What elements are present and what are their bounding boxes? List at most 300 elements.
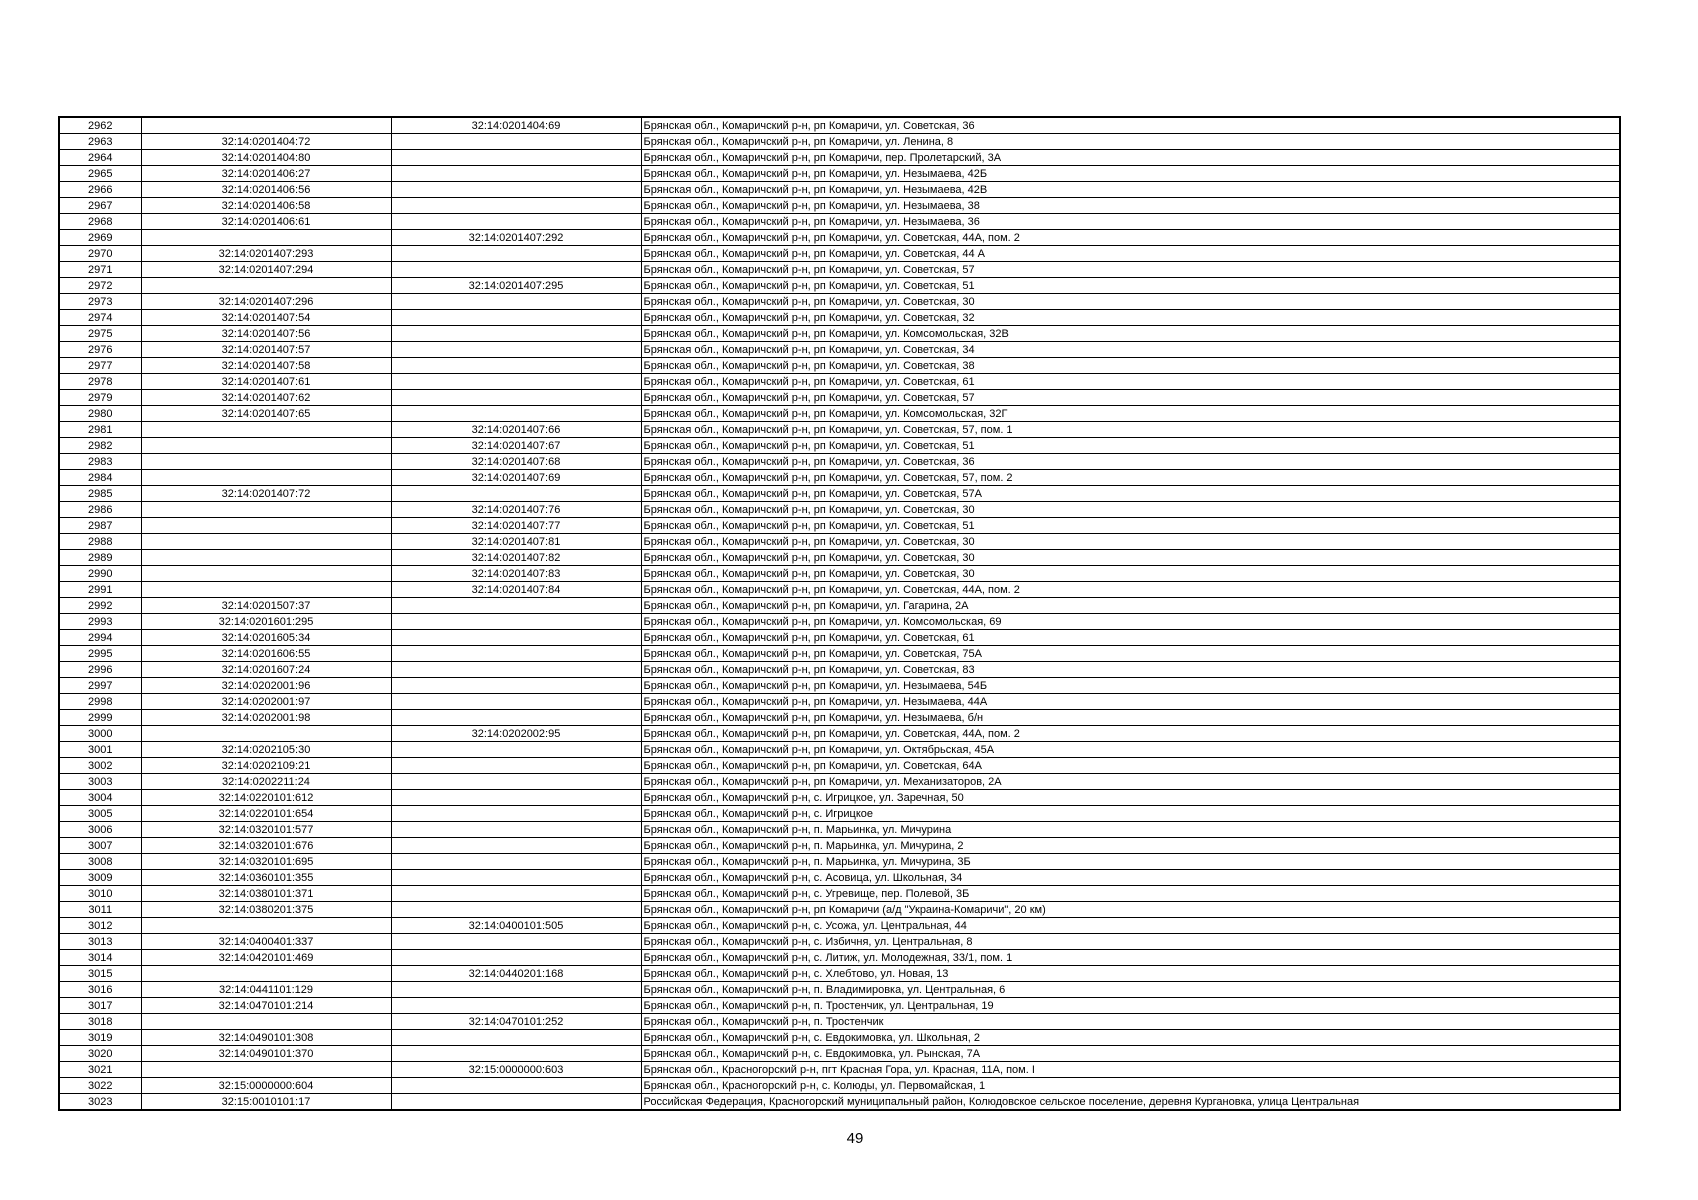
cadastral-number-cell-2: [391, 374, 641, 390]
cadastral-number-cell-1: [141, 470, 391, 486]
cadastral-number-cell-1: [141, 438, 391, 454]
cadastral-number-cell-1: 32:14:0201407:58: [141, 358, 391, 374]
cadastral-number-cell-2: [391, 758, 641, 774]
cadastral-number-cell-2: 32:14:0201407:69: [391, 470, 641, 486]
table-row: [59, 950, 1620, 966]
table-row: [59, 486, 1620, 502]
cadastral-number-cell-2: [391, 1030, 641, 1046]
cadastral-number-cell-2: [391, 390, 641, 406]
cadastral-number-cell-2: 32:14:0201407:76: [391, 502, 641, 518]
cadastral-number-cell-1: 32:14:0441101:129: [141, 982, 391, 998]
table-row: [59, 678, 1620, 694]
row-number-cell: 2983: [59, 454, 141, 470]
row-number-cell: 2986: [59, 502, 141, 518]
cadastral-number-cell-1: [141, 534, 391, 550]
address-cell: Брянская обл., Комаричский р-н, рп Комаричи, ул. Комсомольская, 69: [641, 614, 1620, 630]
address-cell: Брянская обл., Комаричский р-н, рп Комаричи, ул. Советская, 57А: [641, 486, 1620, 502]
address-cell: Брянская обл., Комаричский р-н, рп Комаричи, ул. Советская, 44 А: [641, 246, 1620, 262]
row-number-cell: 2993: [59, 614, 141, 630]
row-number-cell: 2967: [59, 198, 141, 214]
row-number-cell: 3017: [59, 998, 141, 1014]
cadastral-number-cell-2: 32:14:0201407:83: [391, 566, 641, 582]
row-number-cell: 2964: [59, 150, 141, 166]
address-cell: Брянская обл., Комаричский р-н, рп Комаричи, ул. Советская, 57, пом. 1: [641, 422, 1620, 438]
cadastral-number-cell-1: 32:14:0201601:295: [141, 614, 391, 630]
address-cell: Брянская обл., Комаричский р-н, рп Комаричи, ул. Незымаева, 36: [641, 214, 1620, 230]
address-cell: Брянская обл., Комаричский р-н, рп Комаричи, ул. Советская, 30: [641, 502, 1620, 518]
row-number-cell: 3004: [59, 790, 141, 806]
address-cell: Брянская обл., Комаричский р-н, рп Комаричи, ул. Советская, 36: [641, 454, 1620, 470]
row-number-cell: 3021: [59, 1062, 141, 1078]
table-row: [59, 742, 1620, 758]
row-number-cell: 2970: [59, 246, 141, 262]
address-cell: Брянская обл., Комаричский р-н, с. Асовица, ул. Школьная, 34: [641, 870, 1620, 886]
cadastral-number-cell-2: [391, 646, 641, 662]
table-row: [59, 1078, 1620, 1094]
row-number-cell: 2979: [59, 390, 141, 406]
row-number-cell: 3005: [59, 806, 141, 822]
address-cell: Брянская обл., Комаричский р-н, рп Комаричи, ул. Советская, 61: [641, 374, 1620, 390]
cadastral-number-cell-1: 32:14:0201507:37: [141, 598, 391, 614]
row-number-cell: 2991: [59, 582, 141, 598]
cadastral-number-cell-1: 32:14:0201406:58: [141, 198, 391, 214]
table-row: [59, 870, 1620, 886]
row-number-cell: 2971: [59, 262, 141, 278]
cadastral-number-cell-2: 32:14:0201407:82: [391, 550, 641, 566]
row-number-cell: 3006: [59, 822, 141, 838]
cadastral-number-cell-1: [141, 502, 391, 518]
table-row: [59, 230, 1620, 246]
row-number-cell: 2969: [59, 230, 141, 246]
address-cell: Брянская обл., Красногорский р-н, с. Колюды, ул. Первомайская, 1: [641, 1078, 1620, 1094]
cadastral-number-cell-2: [391, 134, 641, 150]
address-cell: Брянская обл., Красногорский р-н, пгт Красная Гора, ул. Красная, 11А, пом. I: [641, 1062, 1620, 1078]
table-row: [59, 117, 1620, 134]
table-row: [59, 598, 1620, 614]
address-cell: Брянская обл., Комаричский р-н, рп Комаричи, ул. Советская, 30: [641, 550, 1620, 566]
address-cell: Брянская обл., Комаричский р-н, п. Марьинка, ул. Мичурина, 2: [641, 838, 1620, 854]
row-number-cell: 3014: [59, 950, 141, 966]
address-cell: Брянская обл., Комаричский р-н, рп Комаричи, ул. Советская, 57: [641, 262, 1620, 278]
address-cell: Брянская обл., Комаричский р-н, рп Комаричи, ул. Октябрьская, 45А: [641, 742, 1620, 758]
row-number-cell: 2985: [59, 486, 141, 502]
table-row: [59, 550, 1620, 566]
cadastral-number-cell-2: [391, 934, 641, 950]
cadastral-number-cell-2: [391, 598, 641, 614]
row-number-cell: 2995: [59, 646, 141, 662]
row-number-cell: 2998: [59, 694, 141, 710]
cadastral-number-cell-1: 32:14:0201406:61: [141, 214, 391, 230]
cadastral-number-cell-2: [391, 838, 641, 854]
address-cell: Брянская обл., Комаричский р-н, рп Комаричи, ул. Механизаторов, 2А: [641, 774, 1620, 790]
table-row: [59, 214, 1620, 230]
row-number-cell: 3016: [59, 982, 141, 998]
table-row: [59, 838, 1620, 854]
cadastral-number-cell-1: 32:14:0380201:375: [141, 902, 391, 918]
cadastral-number-cell-2: 32:14:0440201:168: [391, 966, 641, 982]
address-cell: Брянская обл., Комаричский р-н, с. Литиж, ул. Молодежная, 33/1, пом. 1: [641, 950, 1620, 966]
row-number-cell: 2990: [59, 566, 141, 582]
cadastral-number-cell-1: 32:14:0202109:21: [141, 758, 391, 774]
address-cell: Брянская обл., Комаричский р-н, рп Комаричи, ул. Советская, 34: [641, 342, 1620, 358]
cadastral-number-cell-1: [141, 518, 391, 534]
row-number-cell: 2987: [59, 518, 141, 534]
cadastral-number-cell-1: 32:15:0010101:17: [141, 1094, 391, 1111]
address-cell: Брянская обл., Комаричский р-н, с. Игрицкое: [641, 806, 1620, 822]
row-number-cell: 2977: [59, 358, 141, 374]
address-cell: Брянская обл., Комаричский р-н, рп Комаричи, ул. Советская, 44А, пом. 2: [641, 582, 1620, 598]
address-cell: Брянская обл., Комаричский р-н, рп Комаричи, ул. Советская, 36: [641, 117, 1620, 134]
row-number-cell: 3018: [59, 1014, 141, 1030]
document-table: [58, 116, 1621, 1111]
cadastral-number-cell-1: 32:14:0201407:294: [141, 262, 391, 278]
cadastral-number-cell-2: 32:14:0470101:252: [391, 1014, 641, 1030]
cadastral-number-cell-2: [391, 294, 641, 310]
cadastral-number-cell-2: 32:15:0000000:603: [391, 1062, 641, 1078]
address-cell: Брянская обл., Комаричский р-н, рп Комаричи, ул. Незымаева, 42В: [641, 182, 1620, 198]
table-row: [59, 886, 1620, 902]
cadastral-number-cell-1: [141, 230, 391, 246]
cadastral-number-cell-1: 32:14:0201407:293: [141, 246, 391, 262]
cadastral-number-cell-1: 32:14:0201407:56: [141, 326, 391, 342]
table-row: [59, 710, 1620, 726]
row-number-cell: 2981: [59, 422, 141, 438]
cadastral-number-cell-1: [141, 726, 391, 742]
table-row: [59, 422, 1620, 438]
table-row: [59, 758, 1620, 774]
cadastral-number-cell-1: 32:14:0202211:24: [141, 774, 391, 790]
table-row: [59, 822, 1620, 838]
table-body: [59, 117, 1620, 1110]
table-row: [59, 406, 1620, 422]
address-cell: Брянская обл., Комаричский р-н, рп Комаричи, ул. Ленина, 8: [641, 134, 1620, 150]
row-number-cell: 2999: [59, 710, 141, 726]
address-cell: Брянская обл., Комаричский р-н, с. Евдокимовка, ул. Рынская, 7А: [641, 1046, 1620, 1062]
row-number-cell: 2974: [59, 310, 141, 326]
cadastral-number-cell-1: [141, 278, 391, 294]
cadastral-number-cell-2: [391, 950, 641, 966]
row-number-cell: 2975: [59, 326, 141, 342]
row-number-cell: 2966: [59, 182, 141, 198]
row-number-cell: 2965: [59, 166, 141, 182]
row-number-cell: 3019: [59, 1030, 141, 1046]
row-number-cell: 2994: [59, 630, 141, 646]
cadastral-number-cell-1: 32:14:0201605:34: [141, 630, 391, 646]
cadastral-number-cell-1: 32:14:0201407:296: [141, 294, 391, 310]
cadastral-number-cell-1: [141, 550, 391, 566]
cadastral-number-cell-2: [391, 358, 641, 374]
row-number-cell: 3008: [59, 854, 141, 870]
cadastral-number-cell-1: [141, 454, 391, 470]
cadastral-number-cell-2: [391, 342, 641, 358]
address-cell: Брянская обл., Комаричский р-н, с. Хлебтово, ул. Новая, 13: [641, 966, 1620, 982]
cadastral-number-cell-2: [391, 406, 641, 422]
address-cell: Брянская обл., Комаричский р-н, п. Марьинка, ул. Мичурина: [641, 822, 1620, 838]
row-number-cell: 2968: [59, 214, 141, 230]
cadastral-number-cell-2: 32:14:0400101:505: [391, 918, 641, 934]
address-cell: Брянская обл., Комаричский р-н, рп Комаричи, ул. Комсомольская, 32Г: [641, 406, 1620, 422]
cadastral-number-cell-2: [391, 1078, 641, 1094]
address-cell: Брянская обл., Комаричский р-н, рп Комаричи, ул. Незымаева, 54Б: [641, 678, 1620, 694]
table-row: [59, 630, 1620, 646]
row-number-cell: 2984: [59, 470, 141, 486]
row-number-cell: 2996: [59, 662, 141, 678]
cadastral-number-cell-2: [391, 1046, 641, 1062]
cadastral-number-cell-1: 32:14:0320101:695: [141, 854, 391, 870]
cadastral-number-cell-2: 32:14:0201407:81: [391, 534, 641, 550]
table-row: [59, 1046, 1620, 1062]
cadastral-number-cell-1: 32:15:0000000:604: [141, 1078, 391, 1094]
cadastral-number-cell-1: [141, 1062, 391, 1078]
cadastral-number-cell-2: [391, 214, 641, 230]
table-row: [59, 1062, 1620, 1078]
cadastral-number-cell-1: 32:14:0490101:370: [141, 1046, 391, 1062]
table-row: [59, 246, 1620, 262]
cadastral-number-cell-2: [391, 854, 641, 870]
row-number-cell: 2988: [59, 534, 141, 550]
row-number-cell: 2962: [59, 117, 141, 134]
cadastral-number-cell-1: [141, 966, 391, 982]
row-number-cell: 2997: [59, 678, 141, 694]
address-cell: Брянская обл., Комаричский р-н, рп Комаричи, ул. Незымаева, 44А: [641, 694, 1620, 710]
address-cell: Брянская обл., Комаричский р-н, рп Комаричи, ул. Советская, 83: [641, 662, 1620, 678]
cadastral-number-cell-1: 32:14:0201607:24: [141, 662, 391, 678]
cadastral-number-cell-1: 32:14:0201407:57: [141, 342, 391, 358]
cadastral-number-cell-1: 32:14:0202001:97: [141, 694, 391, 710]
table-row: [59, 774, 1620, 790]
row-number-cell: 2980: [59, 406, 141, 422]
table-row: [59, 966, 1620, 982]
address-cell: Брянская обл., Комаричский р-н, рп Комаричи, ул. Советская, 44А, пом. 2: [641, 230, 1620, 246]
address-cell: Брянская обл., Комаричский р-н, рп Комаричи, ул. Советская, 51: [641, 438, 1620, 454]
row-number-cell: 3015: [59, 966, 141, 982]
table-row: [59, 390, 1620, 406]
cadastral-number-cell-1: 32:14:0490101:308: [141, 1030, 391, 1046]
cadastral-number-cell-1: 32:14:0220101:654: [141, 806, 391, 822]
table-row: [59, 998, 1620, 1014]
row-number-cell: 2978: [59, 374, 141, 390]
table-row: [59, 518, 1620, 534]
address-cell: Брянская обл., Комаричский р-н, п. Тростенчик: [641, 1014, 1620, 1030]
row-number-cell: 2976: [59, 342, 141, 358]
cadastral-number-cell-2: [391, 486, 641, 502]
cadastral-number-cell-1: 32:14:0420101:469: [141, 950, 391, 966]
table-row: [59, 198, 1620, 214]
cadastral-number-cell-1: 32:14:0201404:72: [141, 134, 391, 150]
address-cell: Брянская обл., Комаричский р-н, рп Комаричи, ул. Советская, 61: [641, 630, 1620, 646]
row-number-cell: 2963: [59, 134, 141, 150]
cadastral-number-cell-2: [391, 198, 641, 214]
cadastral-number-cell-2: 32:14:0201407:295: [391, 278, 641, 294]
cadastral-number-cell-2: 32:14:0201404:69: [391, 117, 641, 134]
row-number-cell: 3013: [59, 934, 141, 950]
table-row: [59, 806, 1620, 822]
cadastral-number-cell-1: 32:14:0320101:676: [141, 838, 391, 854]
cadastral-number-cell-1: [141, 422, 391, 438]
address-cell: Брянская обл., Комаричский р-н, рп Комаричи, ул. Советская, 57, пом. 2: [641, 470, 1620, 486]
cadastral-number-cell-1: [141, 566, 391, 582]
cadastral-number-cell-2: [391, 886, 641, 902]
address-cell: Брянская обл., Комаричский р-н, рп Комаричи, ул. Советская, 75А: [641, 646, 1620, 662]
address-cell: Брянская обл., Комаричский р-н, рп Комаричи (а/д "Украина-Комаричи", 20 км): [641, 902, 1620, 918]
cadastral-number-cell-2: [391, 806, 641, 822]
table-row: [59, 454, 1620, 470]
address-cell: Брянская обл., Комаричский р-н, рп Комаричи, пер. Пролетарский, 3А: [641, 150, 1620, 166]
row-number-cell: 3010: [59, 886, 141, 902]
table-row: [59, 902, 1620, 918]
cadastral-number-cell-1: 32:14:0201407:54: [141, 310, 391, 326]
cadastral-number-cell-2: [391, 774, 641, 790]
cadastral-number-cell-2: [391, 790, 641, 806]
address-cell: Брянская обл., Комаричский р-н, рп Комаричи, ул. Гагарина, 2А: [641, 598, 1620, 614]
cadastral-number-cell-2: 32:14:0202002:95: [391, 726, 641, 742]
table-row: [59, 310, 1620, 326]
table-row: [59, 262, 1620, 278]
row-number-cell: 3000: [59, 726, 141, 742]
table-row: [59, 934, 1620, 950]
table-row: [59, 134, 1620, 150]
cadastral-number-cell-1: 32:14:0201406:56: [141, 182, 391, 198]
cadastral-number-cell-2: [391, 982, 641, 998]
address-cell: Брянская обл., Комаричский р-н, п. Марьинка, ул. Мичурина, 3Б: [641, 854, 1620, 870]
cadastral-number-cell-2: [391, 662, 641, 678]
page-number: 49: [846, 1130, 864, 1147]
cadastral-number-cell-1: 32:14:0202001:96: [141, 678, 391, 694]
cadastral-number-cell-1: 32:14:0360101:355: [141, 870, 391, 886]
address-cell: Брянская обл., Комаричский р-н, рп Комаричи, ул. Советская, 38: [641, 358, 1620, 374]
cadastral-number-cell-1: 32:14:0201407:62: [141, 390, 391, 406]
cadastral-number-cell-1: [141, 117, 391, 134]
cadastral-number-cell-1: 32:14:0201407:65: [141, 406, 391, 422]
cadastral-number-cell-1: [141, 1014, 391, 1030]
row-number-cell: 2989: [59, 550, 141, 566]
cadastral-number-cell-2: [391, 998, 641, 1014]
table-row: [59, 294, 1620, 310]
cadastral-number-cell-2: 32:14:0201407:292: [391, 230, 641, 246]
table-row: [59, 726, 1620, 742]
cadastral-number-cell-1: 32:14:0470101:214: [141, 998, 391, 1014]
table-row: [59, 278, 1620, 294]
cadastral-number-cell-2: [391, 710, 641, 726]
row-number-cell: 3020: [59, 1046, 141, 1062]
row-number-cell: 3002: [59, 758, 141, 774]
address-cell: Брянская обл., Комаричский р-н, п. Тростенчик, ул. Центральная, 19: [641, 998, 1620, 1014]
row-number-cell: 3023: [59, 1094, 141, 1111]
row-number-cell: 2972: [59, 278, 141, 294]
table-row: [59, 342, 1620, 358]
cadastral-number-cell-2: [391, 742, 641, 758]
row-number-cell: 2982: [59, 438, 141, 454]
table-row: [59, 358, 1620, 374]
cadastral-number-cell-2: [391, 150, 641, 166]
address-cell: Брянская обл., Комаричский р-н, рп Комаричи, ул. Советская, 30: [641, 534, 1620, 550]
cadastral-number-cell-2: [391, 246, 641, 262]
address-cell: Брянская обл., Комаричский р-н, рп Комаричи, ул. Советская, 51: [641, 518, 1620, 534]
address-cell: Брянская обл., Комаричский р-н, рп Комаричи, ул. Советская, 30: [641, 566, 1620, 582]
cadastral-number-cell-2: [391, 630, 641, 646]
address-cell: Брянская обл., Комаричский р-н, с. Угревище, пер. Полевой, 3Б: [641, 886, 1620, 902]
row-number-cell: 2973: [59, 294, 141, 310]
cadastral-number-cell-2: [391, 262, 641, 278]
cadastral-number-cell-1: 32:14:0201406:27: [141, 166, 391, 182]
row-number-cell: 3011: [59, 902, 141, 918]
table-row: [59, 534, 1620, 550]
cadastral-number-cell-2: 32:14:0201407:67: [391, 438, 641, 454]
address-cell: Брянская обл., Комаричский р-н, с. Избичня, ул. Центральная, 8: [641, 934, 1620, 950]
cadastral-number-cell-1: 32:14:0220101:612: [141, 790, 391, 806]
address-cell: Брянская обл., Комаричский р-н, с. Евдокимовка, ул. Школьная, 2: [641, 1030, 1620, 1046]
table-row: [59, 582, 1620, 598]
table-row: [59, 166, 1620, 182]
table-row: [59, 1094, 1620, 1111]
table-row: [59, 182, 1620, 198]
table-row: [59, 918, 1620, 934]
table-row: [59, 326, 1620, 342]
cadastral-number-cell-2: [391, 694, 641, 710]
cadastral-number-cell-1: [141, 918, 391, 934]
address-cell: Брянская обл., Комаричский р-н, рп Комаричи, ул. Советская, 30: [641, 294, 1620, 310]
row-number-cell: 3009: [59, 870, 141, 886]
address-cell: Брянская обл., Комаричский р-н, рп Комаричи, ул. Комсомольская, 32В: [641, 326, 1620, 342]
cadastral-number-cell-2: 32:14:0201407:68: [391, 454, 641, 470]
cadastral-number-cell-2: 32:14:0201407:84: [391, 582, 641, 598]
address-cell: Брянская обл., Комаричский р-н, с. Усожа, ул. Центральная, 44: [641, 918, 1620, 934]
cadastral-number-cell-2: [391, 1094, 641, 1111]
row-number-cell: 3022: [59, 1078, 141, 1094]
cadastral-number-cell-2: [391, 902, 641, 918]
cadastral-number-cell-1: 32:14:0320101:577: [141, 822, 391, 838]
address-cell: Брянская обл., Комаричский р-н, рп Комаричи, ул. Незымаева, 38: [641, 198, 1620, 214]
cadastral-number-cell-2: [391, 678, 641, 694]
table-row: [59, 790, 1620, 806]
address-cell: Брянская обл., Комаричский р-н, рп Комаричи, ул. Советская, 64А: [641, 758, 1620, 774]
cadastral-number-cell-2: [391, 822, 641, 838]
row-number-cell: 3012: [59, 918, 141, 934]
table-row: [59, 150, 1620, 166]
table-row: [59, 502, 1620, 518]
address-cell: Брянская обл., Комаричский р-н, рп Комаричи, ул. Советская, 57: [641, 390, 1620, 406]
cadastral-number-cell-1: 32:14:0202001:98: [141, 710, 391, 726]
table-row: [59, 614, 1620, 630]
table-row: [59, 662, 1620, 678]
row-number-cell: 3007: [59, 838, 141, 854]
table-row: [59, 470, 1620, 486]
address-cell: Брянская обл., Комаричский р-н, п. Владимировка, ул. Центральная, 6: [641, 982, 1620, 998]
address-cell: Брянская обл., Комаричский р-н, с. Игрицкое, ул. Заречная, 50: [641, 790, 1620, 806]
cadastral-number-cell-1: 32:14:0380101:371: [141, 886, 391, 902]
cadastral-number-cell-2: [391, 166, 641, 182]
row-number-cell: 3003: [59, 774, 141, 790]
cadastral-number-cell-1: 32:14:0201606:55: [141, 646, 391, 662]
address-cell: Российская Федерация, Красногорский муниципальный район, Колюдовское сельское поселение, деревня Кургановка, улица Центральная: [641, 1094, 1620, 1111]
cadastral-number-cell-2: [391, 310, 641, 326]
table-row: [59, 982, 1620, 998]
table-row: [59, 694, 1620, 710]
table-row: [59, 1014, 1620, 1030]
cadastral-number-cell-1: 32:14:0202105:30: [141, 742, 391, 758]
table-row: [59, 1030, 1620, 1046]
table-row: [59, 646, 1620, 662]
cadastral-number-cell-1: [141, 582, 391, 598]
table-row: [59, 438, 1620, 454]
table-row: [59, 374, 1620, 390]
address-cell: Брянская обл., Комаричский р-н, рп Комаричи, ул. Советская, 51: [641, 278, 1620, 294]
cadastral-number-cell-2: [391, 326, 641, 342]
cadastral-number-cell-1: 32:14:0400401:337: [141, 934, 391, 950]
cadastral-number-cell-1: 32:14:0201407:61: [141, 374, 391, 390]
cadastral-number-cell-2: [391, 870, 641, 886]
cadastral-number-cell-2: 32:14:0201407:66: [391, 422, 641, 438]
